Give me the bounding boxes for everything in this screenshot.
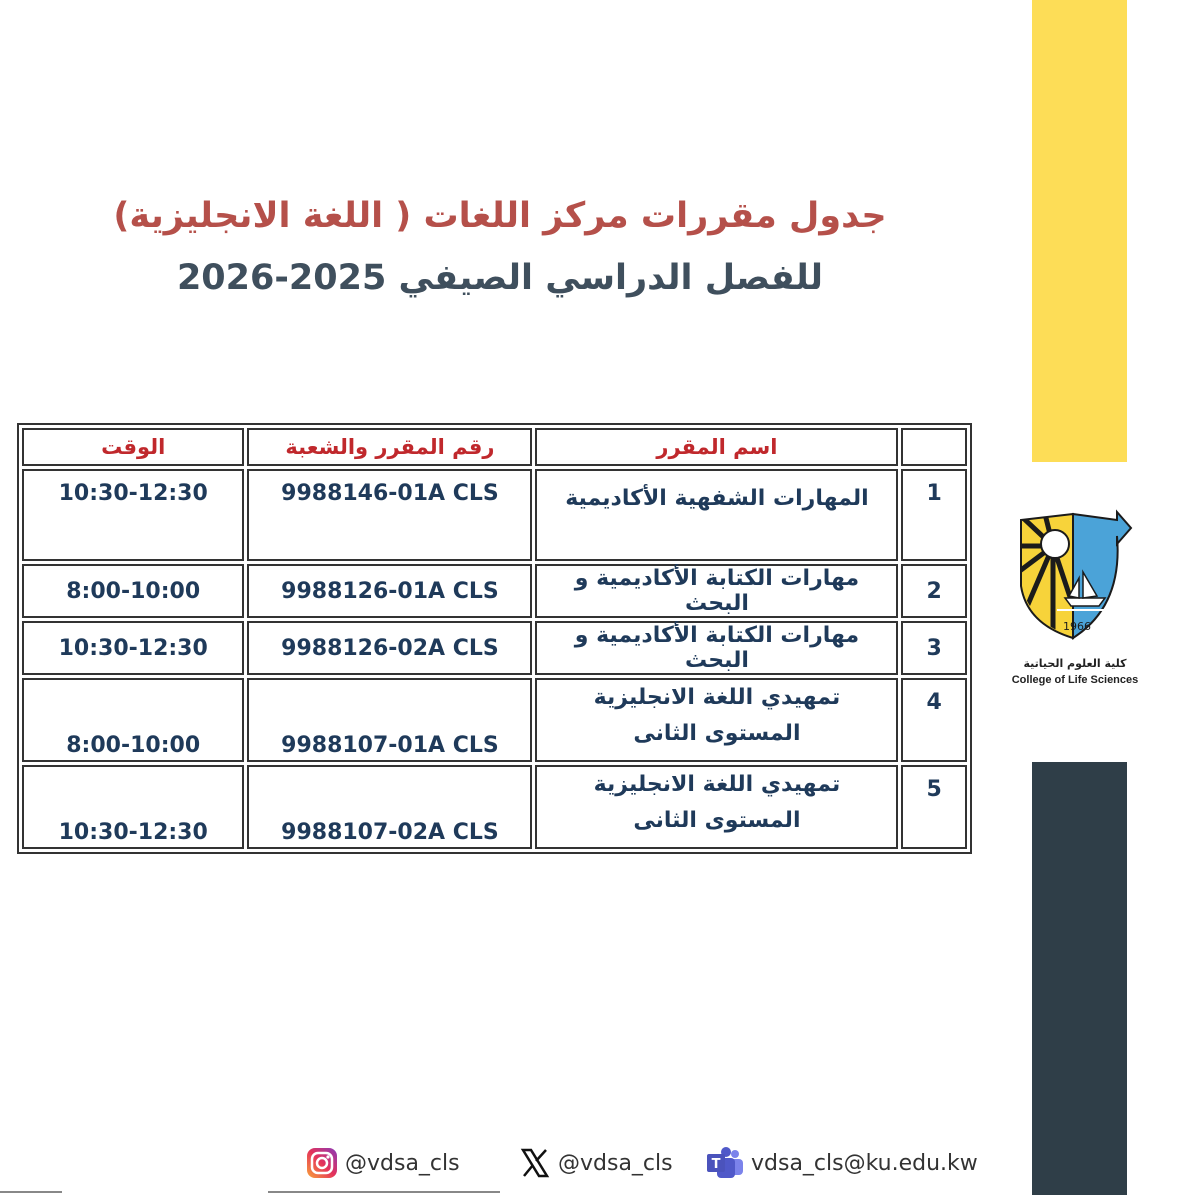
course-name-line1: تمهيدي اللغة الانجليزية: [593, 685, 841, 710]
table-header-row: [22, 428, 967, 466]
cell-time: 8:00-10:00: [22, 564, 244, 618]
schedule-table: [17, 423, 972, 854]
cell-code: 9988126-01A CLS: [247, 564, 532, 618]
header-num: [901, 428, 967, 466]
cell-name: مهارات الكتابة الأكاديمية و البحث: [535, 564, 898, 618]
instagram-handle: @vdsa_cls: [345, 1150, 460, 1176]
teams-icon: [705, 1146, 745, 1180]
x-icon: [518, 1146, 552, 1180]
header-code: رقم المقرر والشعبة: [247, 428, 532, 466]
cell-num: 1: [901, 469, 967, 561]
header-name: اسم المقرر: [535, 428, 898, 466]
logo-english-name: College of Life Sciences: [1011, 674, 1139, 686]
course-name-line2: المستوى الثانى: [633, 808, 801, 833]
course-name: المهارات الشفهية الأكاديمية: [565, 486, 869, 511]
footer-contacts: [300, 1146, 1000, 1186]
svg-text:T: T: [711, 1157, 721, 1172]
page-subtitle: للفصل الدراسي الصيفي 2025-2026: [176, 258, 824, 298]
cell-code: 9988107-01A CLS: [247, 678, 532, 762]
cell-num: 3: [901, 621, 967, 675]
logo-arabic-name: كلية العلوم الحياتية: [1023, 657, 1127, 670]
cell-name: مهارات الكتابة الأكاديمية و البحث: [535, 621, 898, 675]
cell-num: 4: [901, 678, 967, 762]
cell-num: 5: [901, 765, 967, 849]
course-name-line1: تمهيدي اللغة الانجليزية: [593, 772, 841, 797]
x-handle: @vdsa_cls: [558, 1150, 673, 1176]
dark-side-bar: [1032, 762, 1127, 1195]
cell-num: 2: [901, 564, 967, 618]
footer-divider-center: [268, 1191, 500, 1193]
table-row: [22, 765, 967, 849]
cell-code: 9988107-02A CLS: [247, 765, 532, 849]
table-row: [22, 678, 967, 762]
table-row: [22, 564, 967, 618]
cell-time: 10:30-12:30: [22, 621, 244, 675]
yellow-side-bar: [1032, 0, 1127, 462]
header-time: الوقت: [22, 428, 244, 466]
cell-name: [535, 765, 898, 849]
instagram-icon: [305, 1146, 339, 1180]
cell-time: 10:30-12:30: [22, 765, 244, 849]
cell-time: 10:30-12:30: [22, 469, 244, 561]
cell-name: [535, 678, 898, 762]
cell-time: 8:00-10:00: [22, 678, 244, 762]
footer-divider-left: [0, 1191, 62, 1193]
teams-email: vdsa_cls@ku.edu.kw: [751, 1150, 978, 1176]
x-link[interactable]: [518, 1146, 673, 1180]
logo-year: 1966: [1063, 620, 1091, 633]
table-row: [22, 621, 967, 675]
cell-code: 9988126-02A CLS: [247, 621, 532, 675]
college-logo: [1013, 506, 1135, 656]
table-row: [22, 469, 967, 561]
instagram-link[interactable]: [305, 1146, 460, 1180]
teams-link[interactable]: [705, 1146, 978, 1180]
cell-code: 9988146-01A CLS: [247, 469, 532, 561]
cell-name: [535, 469, 898, 561]
page-title: جدول مقررات مركز اللغات ( اللغة الانجليزية): [113, 196, 887, 236]
course-name-line2: المستوى الثانى: [633, 721, 801, 746]
